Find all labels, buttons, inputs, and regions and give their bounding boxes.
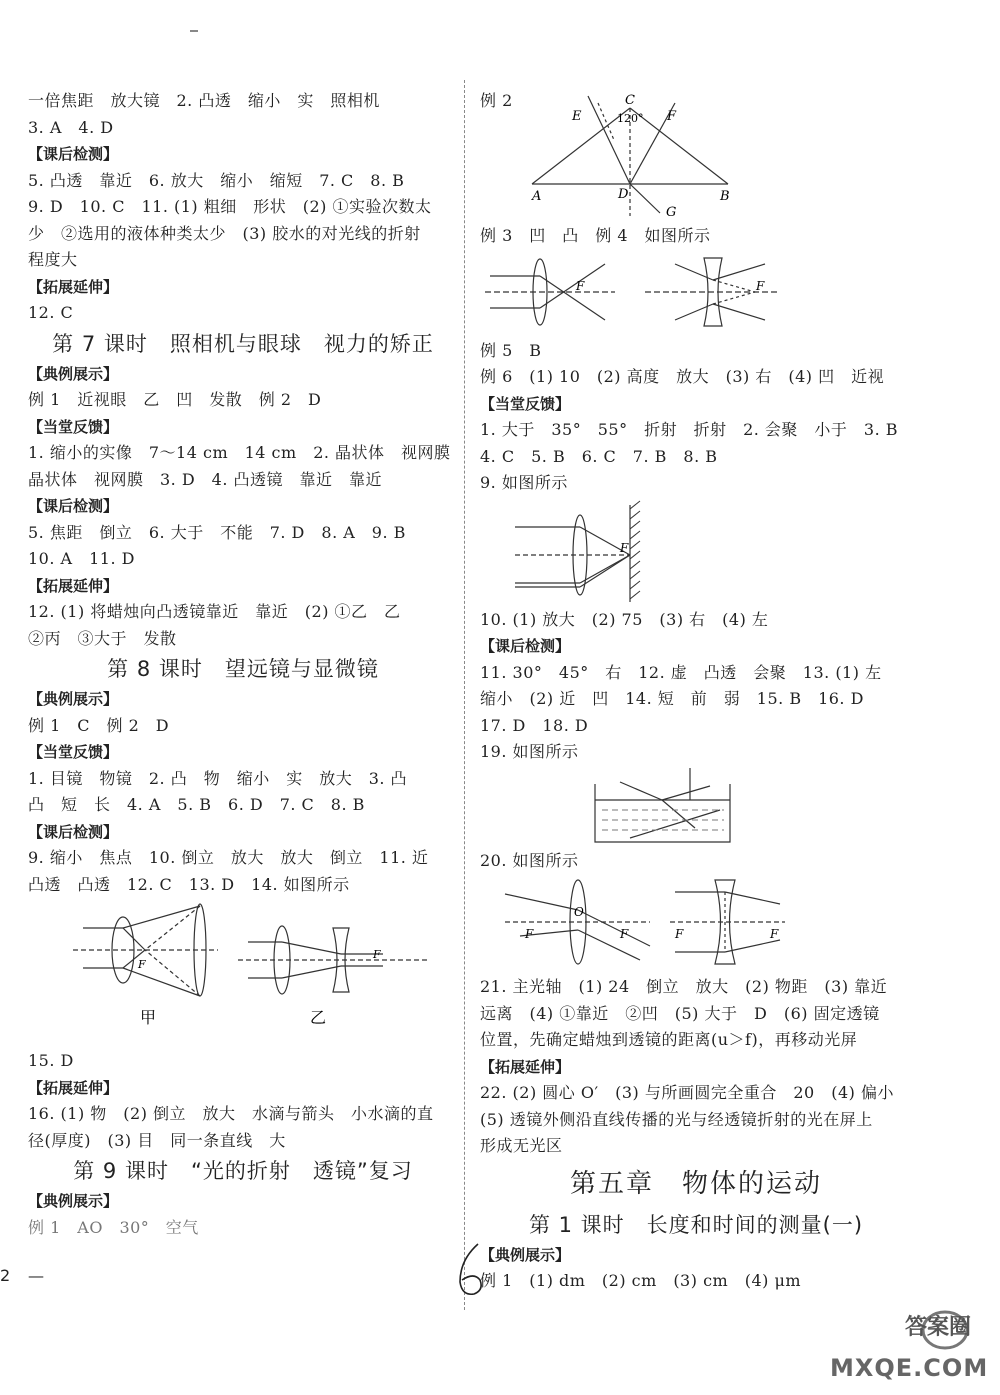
page-number: 2 [0, 1266, 11, 1285]
answer-line: 缩小 (2) 近 凹 14. 短 前 弱 15. B 16. D [480, 689, 864, 708]
figure-14-diagram [28, 898, 458, 1048]
answer-line: 例 6 (1) 10 (2) 高度 放大 (3) 右 (4) 凹 近视 [480, 367, 885, 386]
answer-line: 例 1 C 例 2 D [28, 715, 170, 735]
watermark-site: MXQE.COM [830, 1354, 989, 1382]
answer-line: 16. (1) 物 (2) 倒立 放大 水滴与箭头 小水滴的直 [28, 1104, 434, 1123]
example-4-figure [480, 250, 912, 338]
example-label: 例 2 [480, 91, 513, 110]
answer-line: ②丙 ③大于 发散 [28, 628, 177, 648]
figure-14 [28, 898, 458, 1048]
focus-label: F [756, 278, 765, 293]
answer-line: 12. (1) 将蜡烛向凸透镜靠近 靠近 (2) ①乙 乙 [28, 602, 401, 621]
point-label: F [667, 109, 677, 124]
point-label: E [572, 109, 582, 124]
section-heading: 【拓展延伸】 [28, 277, 119, 296]
figure-label-a: 甲 [140, 1008, 157, 1027]
focus-label: F [525, 927, 534, 941]
answer-line: 少 ②选用的液体种类太少 (3) 胶水的对光线的折射 [28, 223, 421, 243]
focus-label: F [576, 278, 585, 293]
answer-line: 3. A 4. D [28, 117, 114, 137]
answer-line: 位置，先确定蜡烛到透镜的距离(u＞f)，再移动光屏 [480, 1030, 858, 1049]
answer-line: 径(厚度) (3) 目 同一条直线 大 [28, 1130, 286, 1150]
lesson-title: 第 7 课时 照相机与眼球 视力的矫正 [52, 331, 434, 356]
optical-center-label: O [574, 905, 584, 919]
answer-line: 12. C [28, 303, 74, 322]
answer-line: 5. 焦距 倒立 6. 大于 不能 7. D 8. A 9. B [28, 522, 406, 542]
section-heading: 【典例展示】 [480, 1245, 571, 1264]
section-heading: 【课后检测】 [480, 637, 571, 655]
section-heading: 【课后检测】 [28, 145, 119, 163]
point-label: D [618, 187, 629, 202]
figure-20-diagram [480, 874, 912, 974]
section-heading: 【当堂反馈】 [480, 394, 571, 413]
focus-label: F [675, 927, 684, 941]
figure-20 [480, 874, 912, 974]
answer-line: 4. C 5. B 6. C 7. B 8. B [480, 446, 718, 466]
example-4-diagram [480, 250, 912, 338]
focus-label: F [620, 927, 629, 941]
answer-line: 5. 凸透 靠近 6. 放大 缩小 缩短 7. C 8. B [28, 170, 405, 190]
answer-line: 凸透 凸透 12. C 13. D 14. 如图所示 [28, 874, 350, 894]
answer-line: 22. (2) 圆心 O′ (3) 与所画圆完全重合 20 (4) 偏小 [480, 1083, 894, 1102]
left-column [28, 88, 458, 1241]
figure-9 [480, 497, 912, 607]
figure-19 [480, 766, 912, 848]
handwritten-mark [448, 1240, 498, 1300]
section-heading: 【当堂反馈】 [28, 417, 119, 436]
answer-line: 11. 30° 45° 右 12. 虚 凸透 会聚 13. (1) 左 [480, 662, 882, 682]
point-label: G [666, 205, 677, 220]
column-divider [464, 80, 465, 1310]
section-heading: 【拓展延伸】 [28, 1078, 119, 1097]
lesson-title: 第 1 课时 长度和时间的测量(一) [528, 1212, 864, 1237]
example-2-diagram [480, 88, 912, 223]
answer-line: 远离 (4) ①靠近 ②凹 (5) 大于 D (6) 固定透镜 [480, 1003, 880, 1023]
answer-line: 9. 缩小 焦点 10. 倒立 放大 放大 倒立 11. 近 [28, 848, 429, 867]
section-heading: 【典例展示】 [28, 364, 119, 383]
answer-line: 一倍焦距 放大镜 2. 凸透 缩小 实 照相机 [28, 91, 380, 110]
section-heading: 【拓展延伸】 [480, 1057, 571, 1076]
focus-label: F [138, 958, 146, 971]
answer-line: 15. D [28, 1051, 74, 1070]
page-smudge [190, 30, 198, 32]
point-label: C [625, 93, 635, 108]
watermark-logo-text: 答案圈 [905, 1315, 972, 1340]
chapter-title: 第五章 物体的运动 [569, 1168, 822, 1199]
answer-line: 1. 大于 35° 55° 折射 折射 2. 会聚 小于 3. B [480, 420, 899, 439]
example-2-figure [480, 88, 912, 223]
section-heading: 【典例展示】 [28, 690, 119, 708]
answer-line: 20. 如图所示 [480, 850, 579, 870]
section-heading: 【典例展示】 [28, 1192, 119, 1210]
answer-line: 21. 主光轴 (1) 24 倒立 放大 (2) 物距 (3) 靠近 [480, 977, 888, 996]
focus-label: F [770, 927, 779, 941]
point-label: B [720, 189, 730, 204]
answer-line: 1. 缩小的实像 7～14 cm 14 cm 2. 晶状体 视网膜 [28, 443, 451, 462]
answer-line: 凸 短 长 4. A 5. B 6. D 7. C 8. B [28, 795, 365, 814]
answer-line: 形成无光区 [480, 1136, 563, 1155]
answer-line: 19. 如图所示 [480, 742, 579, 761]
section-heading: 【课后检测】 [28, 822, 119, 841]
page-dash: — [28, 1266, 44, 1285]
answer-line: 10. (1) 放大 (2) 75 (3) 右 (4) 左 [480, 609, 769, 629]
answer-line: 例 3 凹 凸 例 4 如图所示 [480, 226, 711, 245]
answer-line: 例 1 近视眼 乙 凹 发散 例 2 D [28, 390, 322, 409]
answer-line: 例 5 B [480, 340, 542, 360]
right-column [480, 88, 912, 1295]
answer-line: 例 1 AO 30° 空气 [28, 1217, 199, 1237]
answer-line: 17. D 18. D [480, 715, 589, 735]
answer-line: 9. 如图所示 [480, 473, 568, 492]
figure-9-diagram [480, 497, 912, 607]
focus-label: F [620, 540, 629, 555]
answer-line: 9. D 10. C 11. (1) 粗细 形状 (2) ①实验次数太 [28, 197, 432, 216]
answer-line: 10. A 11. D [28, 549, 135, 568]
lesson-title: 第 8 课时 望远镜与显微镜 [107, 657, 379, 681]
angle-label: 120° [617, 112, 644, 125]
answer-line: 晶状体 视网膜 3. D 4. 凸透镜 靠近 靠近 [28, 469, 383, 489]
focus-label: F [373, 948, 381, 961]
section-heading: 【拓展延伸】 [28, 576, 119, 595]
figure-label-b: 乙 [310, 1008, 327, 1027]
lesson-title: 第 9 课时 “光的折射 透镜”复习 [73, 1159, 413, 1183]
section-heading: 【当堂反馈】 [28, 743, 119, 761]
point-label: A [532, 189, 542, 204]
answer-line: 例 1 (1) dm (2) cm (3) cm (4) μm [480, 1271, 802, 1290]
answer-line: (5) 透镜外侧沿直线传播的光与经透镜折射的光在屏上 [480, 1109, 873, 1129]
figure-19-diagram [480, 766, 912, 848]
answer-line: 程度大 [28, 250, 78, 269]
section-heading: 【课后检测】 [28, 497, 119, 515]
answer-line: 1. 目镜 物镜 2. 凸 物 缩小 实 放大 3. 凸 [28, 768, 408, 788]
